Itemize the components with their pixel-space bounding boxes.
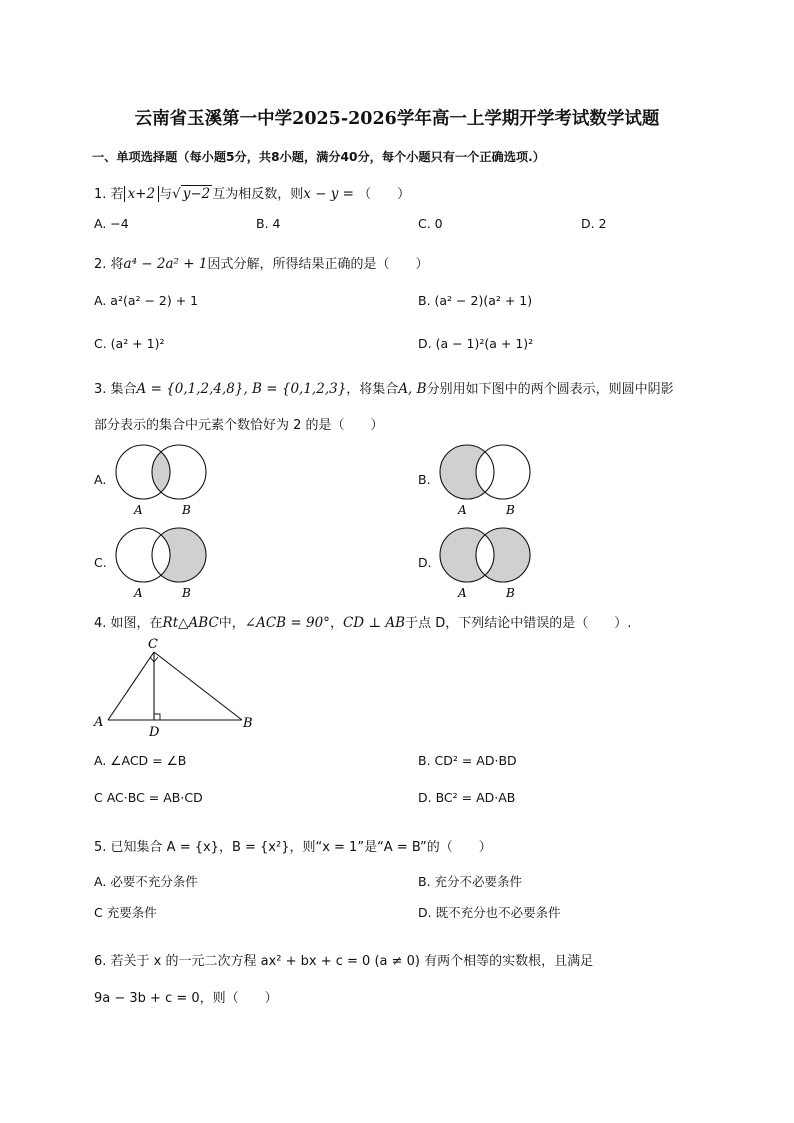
- section-heading: 一、单项选择题（每小题5分，共8小题，满分40分，每个小题只有一个正确选项.）: [92, 150, 545, 164]
- q1-abs-expression: x+2: [124, 186, 160, 202]
- q4-triangle-figure: [92, 636, 262, 740]
- q3-option-c-label: C.: [94, 555, 107, 570]
- q3-venn-d: [436, 524, 540, 602]
- question-3-line-2: 部分表示的集合中元素个数恰好为 2 的是（ ）: [94, 418, 384, 433]
- q5-option-a: A. 必要不充分条件: [94, 874, 198, 889]
- q4-option-b: B. CD² = AD·BD: [418, 753, 517, 768]
- venn-a-label-a: A: [134, 503, 143, 517]
- venn-d-label-b: B: [506, 586, 515, 600]
- q3-prefix: 3. 集合: [94, 382, 137, 397]
- label-d: D: [149, 725, 160, 740]
- q4-option-d: D. BC² = AD·AB: [418, 790, 516, 805]
- q1-option-b: B. 4: [256, 216, 281, 231]
- q3-venn-b: [436, 441, 540, 519]
- q1-sqrt-expression: √ y−2: [172, 186, 211, 202]
- triangle-side-ac: [108, 652, 154, 720]
- q3-line1-end: 分别用如下图中的两个圆表示，则圆中阴影: [426, 382, 674, 397]
- q3-venn-c: [112, 524, 216, 602]
- label-c: C: [148, 637, 158, 652]
- q4-option-c: C AC·BC = AB·CD: [94, 790, 203, 805]
- q2-option-c: C. (a² + 1)²: [94, 336, 165, 351]
- q5-option-b: B. 充分不必要条件: [418, 874, 523, 889]
- q3-venn-a: [112, 441, 216, 519]
- q2-stem-num: 2. 将: [94, 257, 124, 272]
- q1-option-d: D. 2: [581, 216, 607, 231]
- venn-c-label-a: A: [134, 586, 143, 600]
- q5-option-c: C 充要条件: [94, 905, 157, 920]
- question-1: [94, 183, 410, 202]
- page-title: 云南省玉溪第一中学2025-2026学年高一上学期开学考试数学试题: [134, 109, 660, 129]
- q5-option-d: D. 既不充分也不必要条件: [418, 905, 561, 920]
- q3-mid: ，将集合: [346, 382, 399, 397]
- triangle-side-cb: [154, 652, 242, 720]
- q4-prefix: 4. 如图，在: [94, 616, 163, 631]
- q1-option-c: C. 0: [418, 216, 443, 231]
- q2-option-b: B. (a² − 2)(a² + 1): [418, 293, 533, 308]
- q1-pre: 若: [110, 187, 124, 202]
- q4-mid1: 中，: [218, 616, 245, 631]
- q2-expression: a⁴ − 2a² + 1: [123, 256, 208, 272]
- question-2: [94, 253, 428, 272]
- q1-number: 1.: [94, 187, 107, 202]
- q3-ab: A, B: [398, 381, 427, 397]
- venn-b-label-a: A: [458, 503, 467, 517]
- venn-a-label-b: B: [182, 503, 191, 517]
- q3-sets: A = {0,1,2,4,8}, B = {0,1,2,3}: [136, 381, 347, 397]
- q3-option-b-label: B.: [418, 472, 431, 487]
- venn-c-label-b: B: [182, 586, 191, 600]
- q4-angle: ∠ACB = 90°: [244, 615, 330, 631]
- q4-triangle: Rt△ABC: [162, 615, 219, 631]
- q4-perp: CD ⊥ AB: [342, 615, 406, 631]
- q1-option-a: A. −4: [94, 216, 129, 231]
- q4-option-a: A. ∠ACD = ∠B: [94, 753, 187, 768]
- label-b: B: [243, 716, 253, 731]
- q1-mid: 与: [159, 187, 173, 202]
- question-6-line-2: 9a − 3b + c = 0，则（ ）: [94, 991, 278, 1006]
- q2-option-d: D. (a − 1)²(a + 1)²: [418, 336, 534, 351]
- label-a: A: [94, 715, 104, 730]
- q3-option-d-label: D.: [418, 555, 432, 570]
- venn-d-label-a: A: [458, 586, 467, 600]
- q1-post: 互为相反数，则: [212, 187, 304, 202]
- question-4: [94, 612, 631, 631]
- venn-b-label-b: B: [506, 503, 515, 517]
- q4-mid2: ，: [329, 616, 343, 631]
- q4-post: 于点 D，下列结论中错误的是（ ）.: [405, 616, 632, 631]
- q1-ask: x − y =: [303, 186, 354, 202]
- question-5: 5. 已知集合 A = {x}，B = {x²}，则“x = 1”是“A = B”的（ ）: [94, 840, 492, 855]
- question-3-line-1: [94, 378, 674, 397]
- right-angle-mark-d: [154, 714, 160, 720]
- question-6-line-1: 6. 若关于 x 的一元二次方程 ax² + bx + c = 0 (a ≠ 0) 有两个相等的实数根，且满足: [94, 954, 594, 969]
- q2-stem-post: 因式分解，所得结果正确的是（ ）: [207, 257, 429, 272]
- q3-option-a-label: A.: [94, 472, 107, 487]
- q1-paren: （ ）: [358, 187, 411, 202]
- q2-option-a: A. a²(a² − 2) + 1: [94, 293, 199, 308]
